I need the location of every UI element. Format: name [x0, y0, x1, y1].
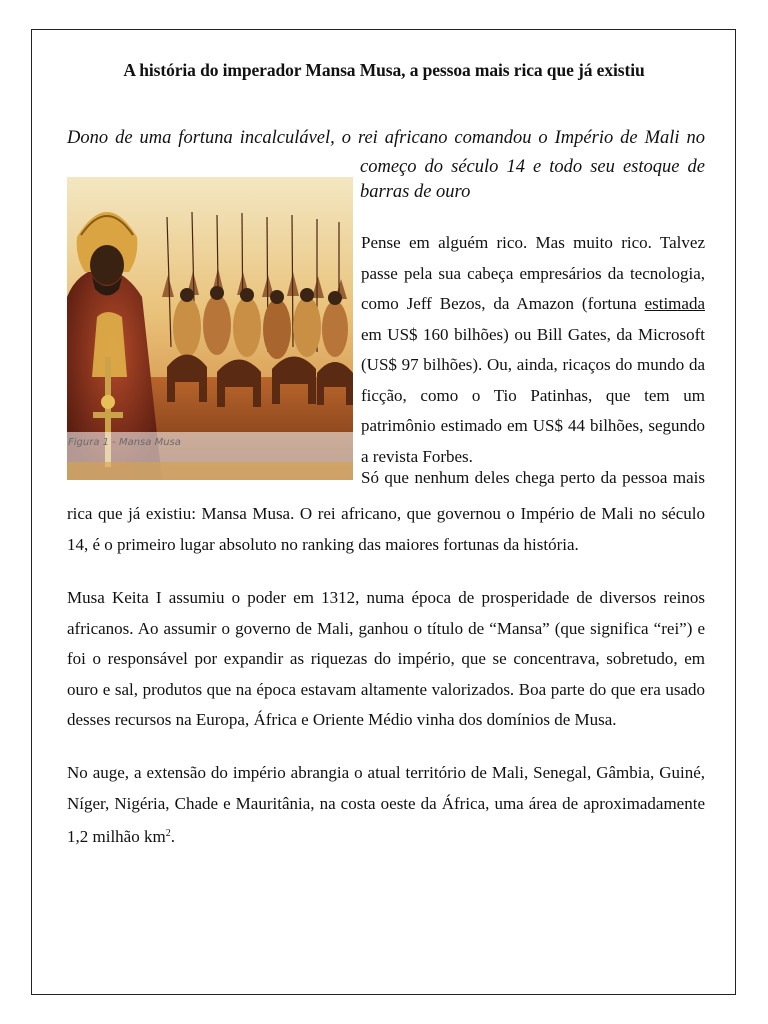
figure-caption: Figura 1 - Mansa Musa [68, 437, 181, 448]
paragraph3-text: No auge, a extensão do império abrangia o atual território de Mali, Senegal, Gâmbia, Guiné, Níger, Nigéria, Chade e Mauritânia, na costa oeste da África, uma área de aproximadamente 1,2 milhão km [67, 763, 705, 846]
intro-text-part1: Pense em alguém rico. Mas muito rico. Talvez passe pela sua cabeça empresários da tecnologia, como Jeff Bezos, da Amazon (fortuna [361, 233, 705, 313]
paragraph3-end: . [170, 827, 175, 846]
paragraph3 [67, 758, 705, 853]
paragraph1-continuation: rica que já existiu: Mansa Musa. O rei africano, que governou o Império de Mali no século 14, é o primeiro lugar absoluto no ranking das maiores fortunas da história. [67, 504, 705, 554]
intro-text-part2: em US$ 160 bilhões) ou Bill Gates, da Microsoft (US$ 97 bilhões). Ou, ainda, ricaços do mundo da ficção, como o Tio Patinhas, que tem um patrimônio estimado em US$ 44 bilhões, segundo a revista Forbes. [361, 324, 705, 466]
paragraph2: Musa Keita I assumiu o poder em 1312, numa época de prosperidade de diversos reinos africanos. Ao assumir o governo de Mali, ganhou o título de “Mansa” (que significa “rei”) e foi o responsável por expandir as riquezas do império, que se concentrava, sobretudo, em ouro e sal, produtos que na época estavam altamente valorizados. Boa parte do que era usado desses recursos na Europa, África e Oriente Médio vinha dos domínios de Musa. [67, 588, 705, 729]
estimada-link[interactable]: estimada [644, 294, 705, 313]
paragraph1-first-line: Só que nenhum deles chega perto da pessoa mais [361, 468, 705, 487]
superscript-2: 2 [165, 828, 171, 839]
article-subtitle-line1: Dono de uma fortuna incalculável, o rei africano comandou o Império de Mali no [67, 128, 705, 148]
mansa-musa-illustration [67, 177, 353, 480]
article-title: A história do imperador Mansa Musa, a pessoa mais rica que já existiu [123, 60, 645, 80]
intro-paragraph [361, 228, 705, 472]
article-subtitle-rest: começo do século 14 e todo seu estoque de barras de ouro [360, 157, 705, 202]
